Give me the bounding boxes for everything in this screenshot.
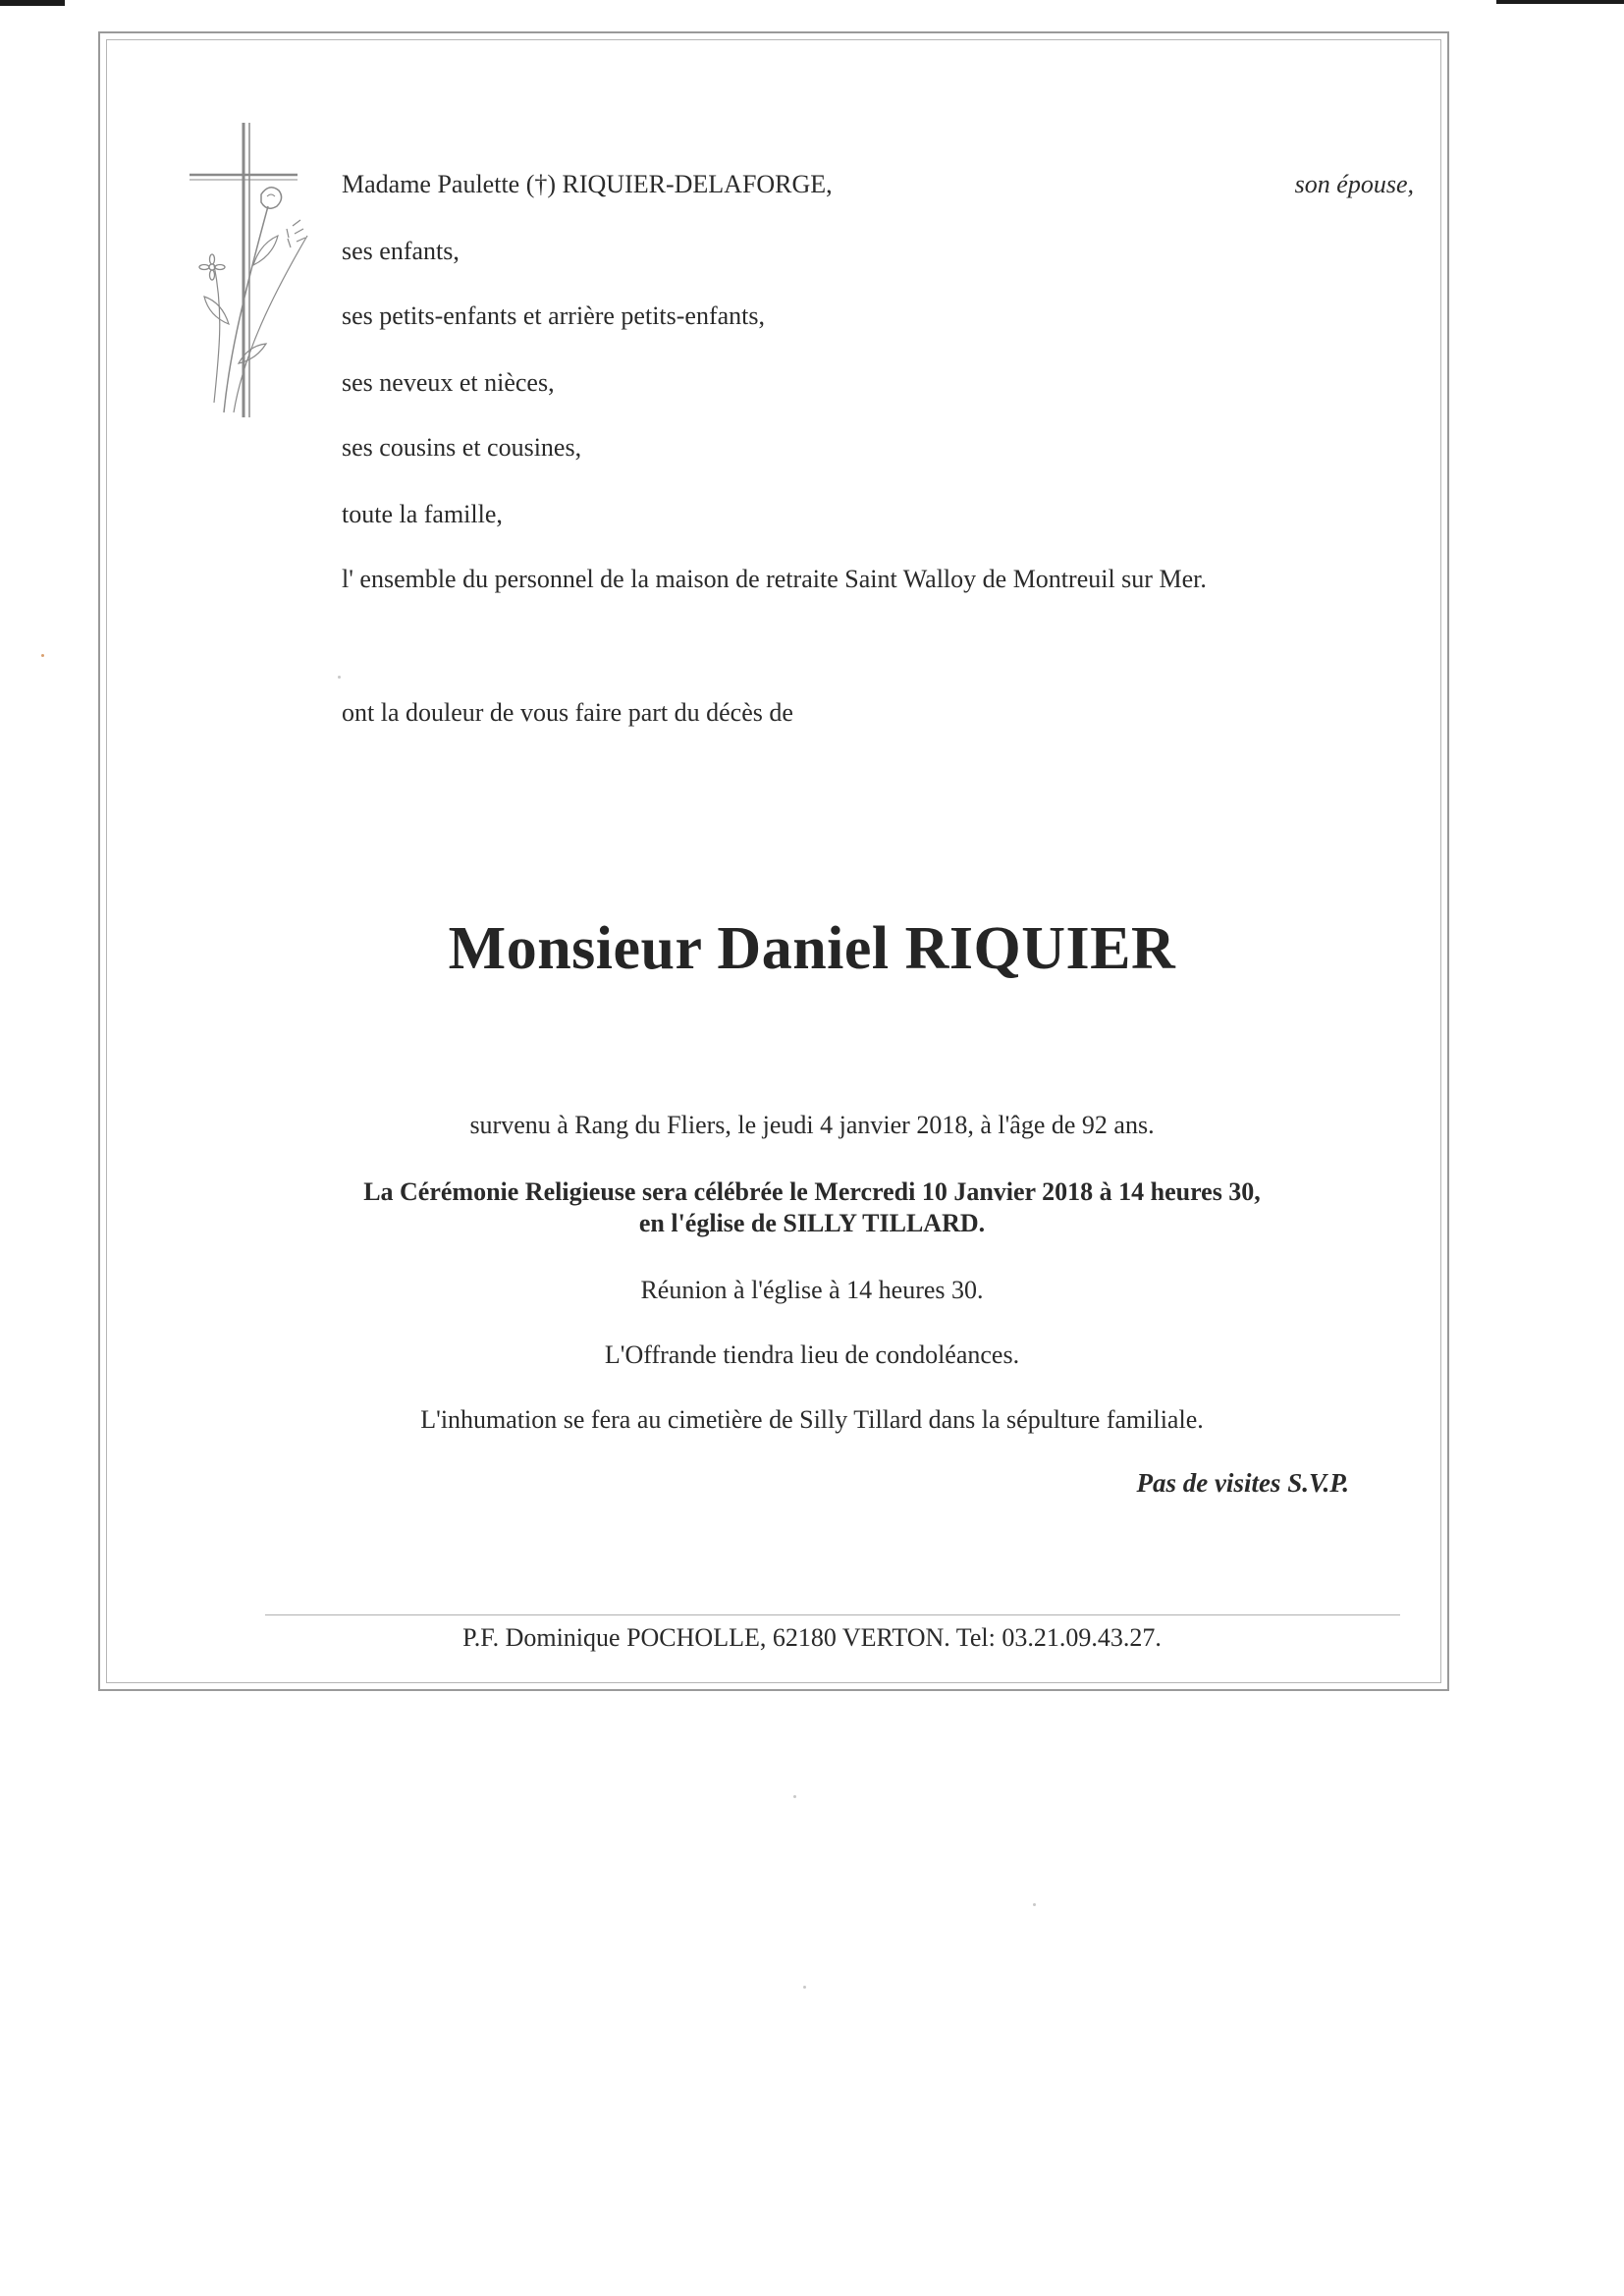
death-details: survenu à Rang du Fliers, le jeudi 4 janvier 2018, à l'âge de 92 ans.	[469, 1111, 1155, 1139]
funeral-home-footer: P.F. Dominique POCHOLLE, 62180 VERTON. Tel: 03.21.09.43.27.	[462, 1623, 1162, 1652]
family-line-spouse: Madame Paulette (†) RIQUIER-DELAFORGE,	[342, 170, 833, 198]
scan-edge-mark-left	[0, 0, 65, 6]
meeting-info: Réunion à l'église à 14 heures 30.	[640, 1276, 984, 1304]
ceremony-line-2: en l'église de SILLY TILLARD.	[638, 1209, 986, 1237]
family-line-children: ses enfants,	[342, 237, 460, 265]
scan-speck	[1033, 1903, 1036, 1906]
no-visits-note: Pas de visites S.V.P.	[1136, 1468, 1349, 1498]
scan-speck	[41, 654, 44, 657]
family-line-whole-family: toute la famille,	[342, 500, 503, 528]
scan-edge-mark-right	[1496, 0, 1624, 4]
scan-speck	[803, 1986, 806, 1989]
footer-divider	[265, 1614, 1400, 1615]
family-line-cousins: ses cousins et cousines,	[342, 433, 582, 462]
scan-speck	[793, 1795, 796, 1798]
offering-info: L'Offrande tiendra lieu de condoléances.	[604, 1340, 1020, 1369]
spouse-role: son épouse,	[1294, 170, 1414, 198]
deceased-name: Monsieur Daniel RIQUIER	[448, 915, 1176, 982]
ceremony-line-1: La Cérémonie Religieuse sera célébrée le Mercredi 10 Janvier 2018 à 14 heures 30,	[363, 1177, 1261, 1206]
scan-speck	[338, 676, 341, 679]
family-line-nephews: ses neveux et nièces,	[342, 368, 555, 397]
burial-info: L'inhumation se fera au cimetière de Silly Tillard dans la sépulture familiale.	[420, 1405, 1204, 1434]
announcement-text: ont la douleur de vous faire part du décès de	[342, 698, 793, 727]
cross-with-flowers-icon	[185, 118, 332, 422]
family-line-grandchildren: ses petits-enfants et arrière petits-enfants,	[342, 301, 765, 330]
family-line-staff: l' ensemble du personnel de la maison de retraite Saint Walloy de Montreuil sur Mer.	[342, 565, 1207, 593]
